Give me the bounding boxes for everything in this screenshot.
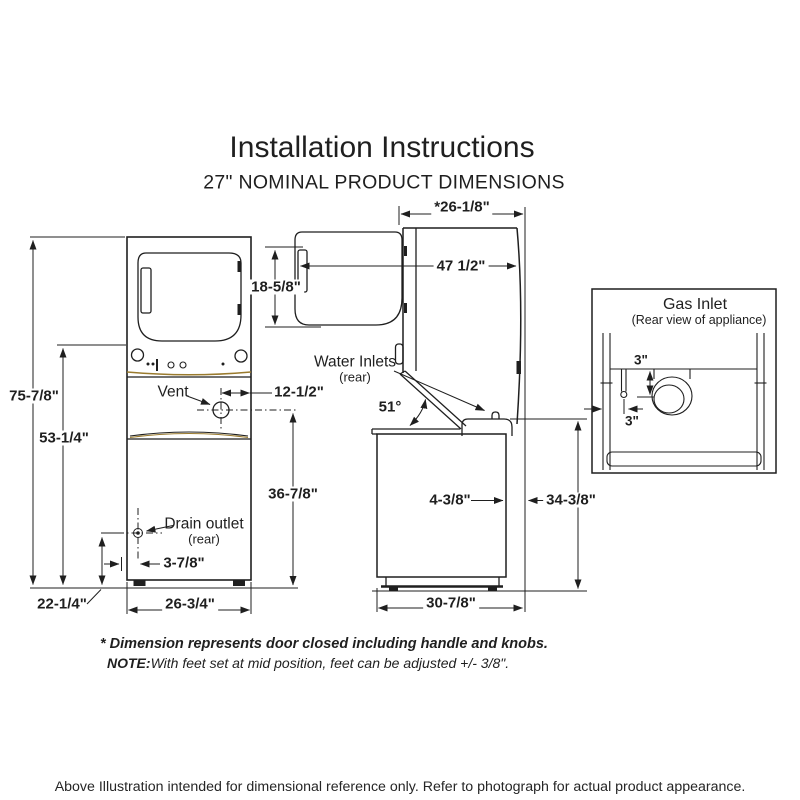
door-hinge-bottom bbox=[238, 304, 242, 315]
dim-vent-to-right-side: 12-1/2" bbox=[274, 383, 324, 401]
drain-outlet-label: Drain outlet bbox=[164, 515, 244, 533]
page-title: Installation Instructions bbox=[229, 131, 535, 164]
washer-lid-open-a bbox=[400, 374, 461, 429]
control-dot-3 bbox=[222, 363, 225, 366]
dryer-door bbox=[138, 253, 241, 341]
control-knob-right bbox=[235, 350, 247, 362]
dim-gas-inlet-drop: 3" bbox=[634, 352, 648, 368]
dim-depth-door-open: 47 1/2" bbox=[434, 259, 489, 274]
rear-mark bbox=[517, 361, 522, 374]
footnote-dimension: * Dimension represents door closed including handle and knobs. bbox=[100, 636, 548, 652]
control-dot-2 bbox=[152, 363, 155, 366]
lid-latch bbox=[396, 344, 404, 364]
dryer-door-open bbox=[295, 232, 402, 325]
water-inlets-sublabel: (rear) bbox=[339, 369, 371, 385]
side-foot-left bbox=[389, 586, 398, 591]
footnote-feet bbox=[107, 655, 509, 671]
control-dial-2 bbox=[180, 362, 186, 368]
dim-front-width: 26-3/4" bbox=[162, 597, 218, 612]
page-subtitle: 27" NOMINAL PRODUCT DIMENSIONS bbox=[203, 171, 565, 194]
bottom-disclaimer: Above Illustration intended for dimensional reference only. Refer to photograph for actual product appearance. bbox=[54, 779, 746, 795]
dim-depth-door-closed: *26-1/8" bbox=[431, 200, 492, 215]
door-hinge-top bbox=[238, 261, 242, 272]
vent-leader bbox=[187, 396, 210, 405]
dimension-lines bbox=[30, 206, 654, 614]
gas-inlet-title: Gas Inlet bbox=[662, 296, 728, 313]
footnote-feet-text: With feet set at mid position, feet can be adjusted +/- 3/8". bbox=[150, 655, 510, 671]
dim-washer-height: 34-3/8" bbox=[543, 493, 599, 508]
dim-drain-offset: 3-7/8" bbox=[163, 554, 205, 572]
exhaust-duct-outer bbox=[652, 377, 692, 415]
base-bar bbox=[607, 452, 761, 466]
dim-washer-top-height: 53-1/4" bbox=[36, 431, 92, 446]
vent-label: Vent bbox=[157, 383, 189, 401]
exhaust-duct-inner bbox=[654, 385, 684, 413]
console-knob bbox=[492, 412, 499, 419]
dim-gas-inlet-offset: 3" bbox=[625, 413, 639, 429]
dim-total-height: 75-7/8" bbox=[6, 389, 62, 404]
dryer-door-handle bbox=[141, 268, 151, 313]
water-inlets-label: Water Inlets bbox=[313, 353, 397, 371]
front-foot-left bbox=[134, 580, 146, 586]
dim-drain-outlet-height: 22-1/4" bbox=[37, 595, 87, 613]
control-dial-1 bbox=[168, 362, 174, 368]
side-foot-right bbox=[488, 586, 497, 591]
dim-dryer-door-open-height: 18-5/8" bbox=[248, 280, 304, 295]
footnote-feet-prefix: NOTE: bbox=[107, 655, 151, 671]
panel-mark-1 bbox=[404, 246, 407, 256]
control-knob-left bbox=[132, 349, 144, 361]
dryer-back-edge bbox=[517, 228, 521, 424]
dim-rear-gap: 4-3/8" bbox=[429, 491, 471, 509]
gold-trim-upper bbox=[127, 372, 251, 375]
drain-outlet-sublabel: (rear) bbox=[188, 531, 220, 547]
dim-vent-center-height: 36-7/8" bbox=[265, 487, 321, 502]
dim-lid-open-angle: 51° bbox=[378, 398, 402, 416]
side-view bbox=[295, 228, 521, 591]
panel-mark-2 bbox=[404, 303, 407, 313]
gas-inlet-subtitle: (Rear view of appliance) bbox=[631, 312, 767, 327]
water-inlets-leader bbox=[394, 371, 485, 411]
dim-washer-depth-overall: 30-7/8" bbox=[423, 596, 479, 611]
control-dot-1 bbox=[147, 363, 150, 366]
front-foot-right bbox=[233, 580, 245, 586]
gas-pipe-end bbox=[621, 392, 627, 398]
